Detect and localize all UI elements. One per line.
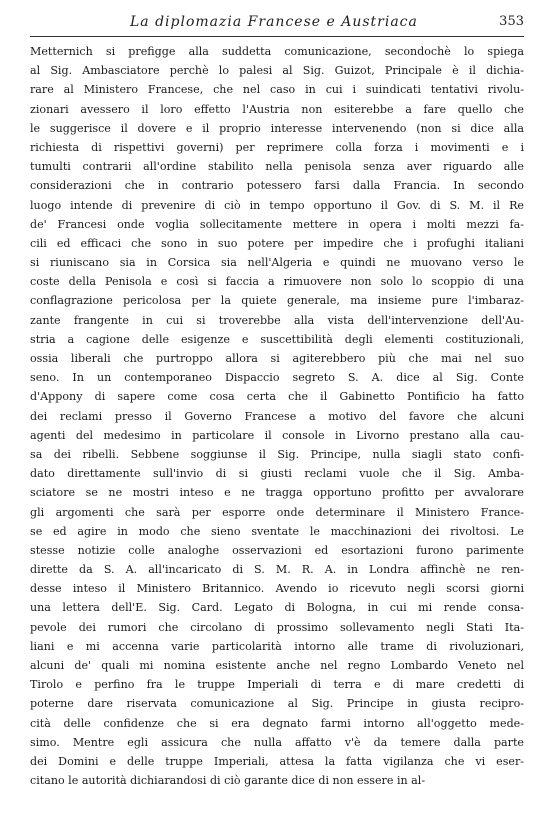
text-line: sciatore se ne mostri inteso e ne tragga opportuno profitto per avvalorare (30, 486, 524, 500)
text-line: d'Appony di sapere come cosa certa che il Gabinetto Pontificio ha fatto (30, 390, 524, 404)
text-line: coste della Penisola e così si faccia a rimuovere non solo lo scoppio di una (30, 275, 524, 289)
text-line: stria a cagione delle esigenze e suscettibilità degli elementi costituzionali, (30, 332, 524, 346)
text-line: considerazioni che in contrario potessero farsi dalla Francia. In secondo (30, 179, 524, 193)
text-line: si riuniscano sia in Corsica sia nell'Algeria e quindi ne muovano verso le (30, 256, 524, 270)
text-line: gli argomenti che sarà per esporre onde determinare il Ministero France- (30, 505, 524, 519)
text-line: richiesta di rispettivi governi) per reprimere colla forza i movimenti e i (30, 140, 524, 154)
text-line: se ed agire in modo che sieno sventate le macchinazioni dei rivoltosi. Le (30, 524, 524, 538)
text-line: Metternich si prefigge alla suddetta comunicazione, secondochè lo spiega (30, 45, 524, 58)
text-line: poterne dare riservata comunicazione al Sig. Principe in giusta recipro- (30, 697, 524, 711)
running-title: La diplomazia Francese e Austriaca (130, 14, 418, 30)
text-line: zionari avessero il loro effetto l'Austria non esiterebbe a fare quello che (30, 102, 524, 116)
running-header (30, 12, 524, 34)
text-line: dei Domini e delle truppe Imperiali, attesa la fatta vigilanza che vi eser- (30, 754, 524, 768)
text-line: sa dei ribelli. Sebbene soggiunse il Sig. Principe, nulla siagli stato confi- (30, 447, 524, 461)
text-line: luogo intende di prevenire di ciò in tempo opportuno il Gov. di S. M. il Re (30, 198, 524, 212)
text-line: alcuni de' quali mi nomina esistente anche nel regno Lombardo Veneto nel (30, 659, 524, 672)
text-line: stesse notizie colle analoghe osservazioni ed esortazioni furono parimente (30, 543, 524, 557)
text-line: dirette da S. A. all'incaricato di S. M. R. A. in Londra affinchè ne ren- (30, 563, 524, 577)
header-rule (30, 36, 524, 37)
text-line: ossia liberali che purtroppo allora si agiterebbero più che mai nel suo (30, 352, 524, 365)
body-text (30, 42, 524, 790)
text-line: tumulti contrarii all'ordine stabilito nella penisola senza aver riguardo alle (30, 160, 524, 174)
text-line: dei reclami presso il Governo Francese a motivo del favore che alcuni (30, 409, 524, 423)
text-line: desse inteso il Ministero Britannico. Avendo io ricevuto negli scorsi giorni (30, 582, 524, 596)
page-number: 353 (499, 14, 524, 29)
text-line: cità delle confidenze che si era degnato farmi intorno all'oggetto mede- (30, 716, 524, 730)
text-line: simo. Mentre egli assicura che nulla affatto v'è da temere dalla parte (30, 735, 524, 749)
text-line: una lettera dell'E. Sig. Card. Legato di Bologna, in cui mi rende consa- (30, 601, 524, 615)
text-line: dato direttamente sull'invio di si giusti reclami vuole che il Sig. Amba- (30, 467, 524, 481)
text-line: al Sig. Ambasciatore perchè lo palesi al Sig. Guizot, Principale è il dichia- (30, 64, 524, 78)
text-line: seno. In un contemporaneo Dispaccio segreto S. A. dice al Sig. Conte (30, 371, 524, 385)
text-line: agenti del medesimo in particolare il console in Livorno prestano alla cau- (30, 428, 524, 442)
text-line: le suggerisce il dovere e il proprio interesse intervenendo (non si dice alla (30, 121, 524, 135)
text-line: Tirolo e perfino fra le truppe Imperiali di terra e di mare credetti di (30, 678, 524, 692)
text-line: rare al Ministero Francese, che nel caso in cui i suindicati tentativi rivolu- (30, 83, 524, 97)
text-line: citano le autorità dichiarandosi di ciò garante dice di non essere in al- (30, 774, 426, 788)
text-line: conflagrazione pericolosa per la quiete generale, ma insieme pure l'imbaraz- (30, 294, 524, 308)
text-line: zante frangente in cui si troverebbe alla vista dell'intervenzione dell'Au- (30, 313, 524, 327)
text-line: cili ed efficaci che sono in suo potere per impedire che i profughi italiani (30, 236, 524, 250)
text-line: liani e mi accenna varie particolarità intorno alle trame di rivoluzionari, (30, 639, 524, 653)
text-line: pevole dei rumori che circolano di prossimo sollevamento negli Stati Ita- (30, 620, 524, 634)
text-line: de' Francesi onde voglia sollecitamente mettere in opera i molti mezzi fa- (30, 217, 524, 231)
